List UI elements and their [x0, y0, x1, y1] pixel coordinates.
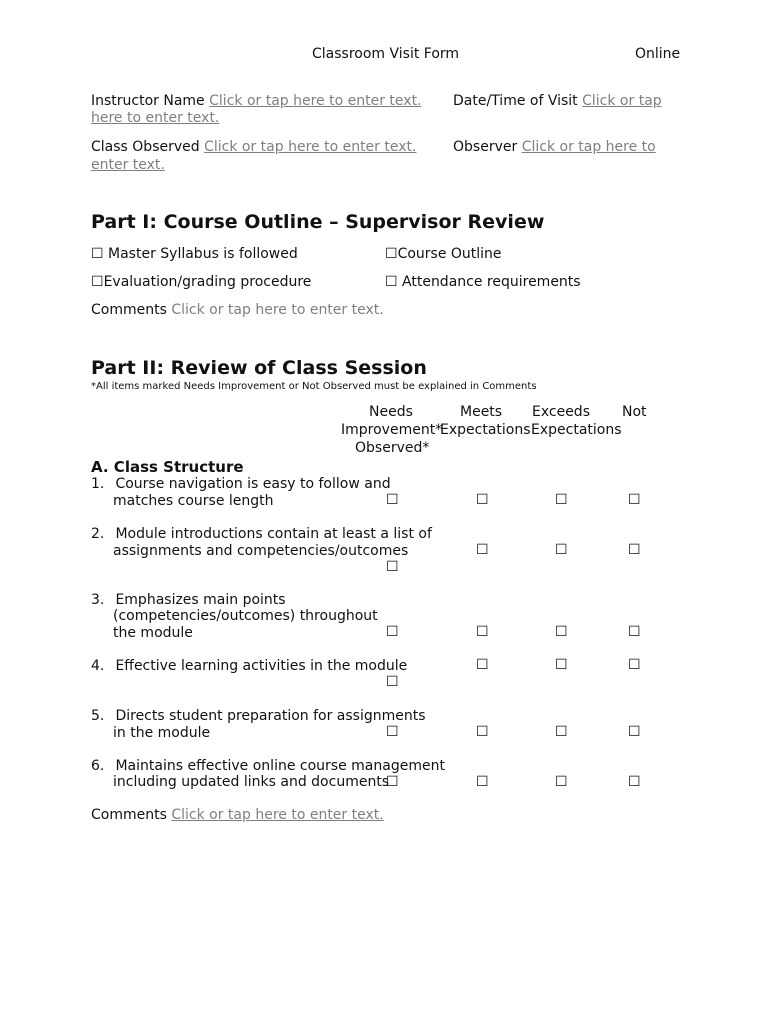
checkbox-needs-improvement[interactable]: ☐	[386, 774, 399, 790]
checkbox-not-observed[interactable]: ☐	[628, 542, 641, 558]
item-number: 4.	[91, 658, 105, 674]
checkbox-exceeds[interactable]: ☐	[555, 492, 568, 508]
item-text-line1: Maintains effective online course management	[115, 758, 445, 774]
item-number: 6.	[91, 758, 105, 774]
list-item	[91, 658, 407, 674]
modality-label: Online	[635, 46, 681, 62]
observer-input[interactable]: Click or tap here to	[521, 139, 656, 155]
list-item	[91, 476, 391, 492]
checkbox-exceeds[interactable]: ☐	[555, 657, 568, 673]
checkbox-meets[interactable]: ☐	[476, 774, 489, 790]
col-needs-line1: Needs	[369, 404, 413, 420]
date-field	[453, 93, 662, 109]
item-text-line3: the module	[113, 625, 193, 641]
list-item	[91, 708, 426, 724]
part1-heading: Part I: Course Outline – Supervisor Review	[91, 211, 545, 233]
list-item	[91, 758, 445, 774]
instructor-field	[91, 93, 422, 109]
instructor-input-wrap[interactable]: here to enter text.	[91, 110, 220, 126]
checkbox[interactable]: ☐	[91, 246, 104, 262]
item-text-line2: (competencies/outcomes) throughout	[113, 608, 378, 624]
col-needs-line2: Improvement*	[341, 422, 443, 438]
checkbox[interactable]: ☐	[91, 274, 104, 290]
comments-label: Comments	[91, 302, 167, 318]
class-field	[91, 139, 416, 155]
checkbox-exceeds[interactable]: ☐	[555, 774, 568, 790]
list-item	[91, 526, 432, 542]
checkbox-needs-improvement[interactable]: ☐	[386, 724, 399, 740]
section-a-heading: A. Class Structure	[91, 458, 244, 476]
item-text-line1: Module introductions contain at least a list of	[115, 526, 432, 542]
col-meets-line1: Meets	[460, 404, 503, 420]
part2-heading: Part II: Review of Class Session	[91, 357, 427, 379]
class-input[interactable]: Click or tap here to enter text.	[204, 139, 417, 155]
date-input[interactable]: Click or tap	[582, 93, 662, 109]
checkbox-needs-improvement[interactable]: ☐	[386, 559, 399, 575]
item-number: 3.	[91, 592, 105, 608]
col-exceeds-line1: Exceeds	[532, 404, 590, 420]
checkbox-exceeds[interactable]: ☐	[555, 724, 568, 740]
col-meets-line2: Expectations	[440, 422, 531, 438]
checkbox-exceeds[interactable]: ☐	[555, 542, 568, 558]
col-not-line1: Not	[622, 404, 647, 420]
part1-item-label: Evaluation/grading procedure	[103, 274, 312, 290]
item-text-line1: Directs student preparation for assignments	[115, 708, 426, 724]
col-not-line2: Observed*	[355, 440, 430, 456]
date-label: Date/Time of Visit	[453, 93, 578, 109]
checkbox-not-observed[interactable]: ☐	[628, 724, 641, 740]
item-number: 1.	[91, 476, 105, 492]
part1-comments	[91, 302, 384, 318]
part1-item-label: Course Outline	[397, 246, 502, 262]
part1-item-evaluation	[91, 274, 311, 290]
checkbox-needs-improvement[interactable]: ☐	[386, 624, 399, 640]
checkbox-needs-improvement[interactable]: ☐	[386, 674, 399, 690]
class-label: Class Observed	[91, 139, 200, 155]
item-text-line1: Effective learning activities in the module	[115, 658, 408, 674]
part2-comments	[91, 807, 384, 823]
checkbox-not-observed[interactable]: ☐	[628, 492, 641, 508]
class-input-wrap[interactable]: enter text.	[91, 157, 165, 173]
part1-item-master-syllabus	[91, 246, 298, 262]
checkbox-not-observed[interactable]: ☐	[628, 657, 641, 673]
part1-item-label: Attendance requirements	[402, 274, 581, 290]
checkbox-meets[interactable]: ☐	[476, 724, 489, 740]
list-item	[91, 592, 286, 608]
part2-note: *All items marked Needs Improvement or Not Observed must be explained in Comments	[91, 381, 537, 392]
comments-input[interactable]: Click or tap here to enter text.	[171, 302, 384, 318]
part1-item-attendance	[385, 274, 581, 290]
checkbox-meets[interactable]: ☐	[476, 624, 489, 640]
item-text-line2: matches course length	[113, 493, 274, 509]
form-title: Classroom Visit Form	[312, 46, 460, 62]
instructor-label: Instructor Name	[91, 93, 205, 109]
item-text-line2: assignments and competencies/outcomes	[113, 543, 409, 559]
item-number: 2.	[91, 526, 105, 542]
checkbox[interactable]: ☐	[385, 246, 398, 262]
part1-item-course-outline	[385, 246, 502, 262]
comments-input[interactable]: Click or tap here to enter text.	[171, 807, 384, 823]
instructor-input[interactable]: Click or tap here to enter text.	[209, 93, 422, 109]
col-exceeds-line2: Expectations	[531, 422, 622, 438]
item-text-line2: including updated links and documents	[113, 774, 390, 790]
checkbox-not-observed[interactable]: ☐	[628, 774, 641, 790]
comments-label: Comments	[91, 807, 167, 823]
item-number: 5.	[91, 708, 105, 724]
checkbox-meets[interactable]: ☐	[476, 542, 489, 558]
checkbox-meets[interactable]: ☐	[476, 657, 489, 673]
checkbox[interactable]: ☐	[385, 274, 398, 290]
checkbox-exceeds[interactable]: ☐	[555, 624, 568, 640]
checkbox-meets[interactable]: ☐	[476, 492, 489, 508]
part1-item-label: Master Syllabus is followed	[108, 246, 298, 262]
item-text-line1: Emphasizes main points	[115, 592, 286, 608]
observer-label: Observer	[453, 139, 518, 155]
observer-field	[453, 139, 656, 155]
checkbox-not-observed[interactable]: ☐	[628, 624, 641, 640]
checkbox-needs-improvement[interactable]: ☐	[386, 492, 399, 508]
item-text-line2: in the module	[113, 725, 211, 741]
item-text-line1: Course navigation is easy to follow and	[115, 476, 391, 492]
